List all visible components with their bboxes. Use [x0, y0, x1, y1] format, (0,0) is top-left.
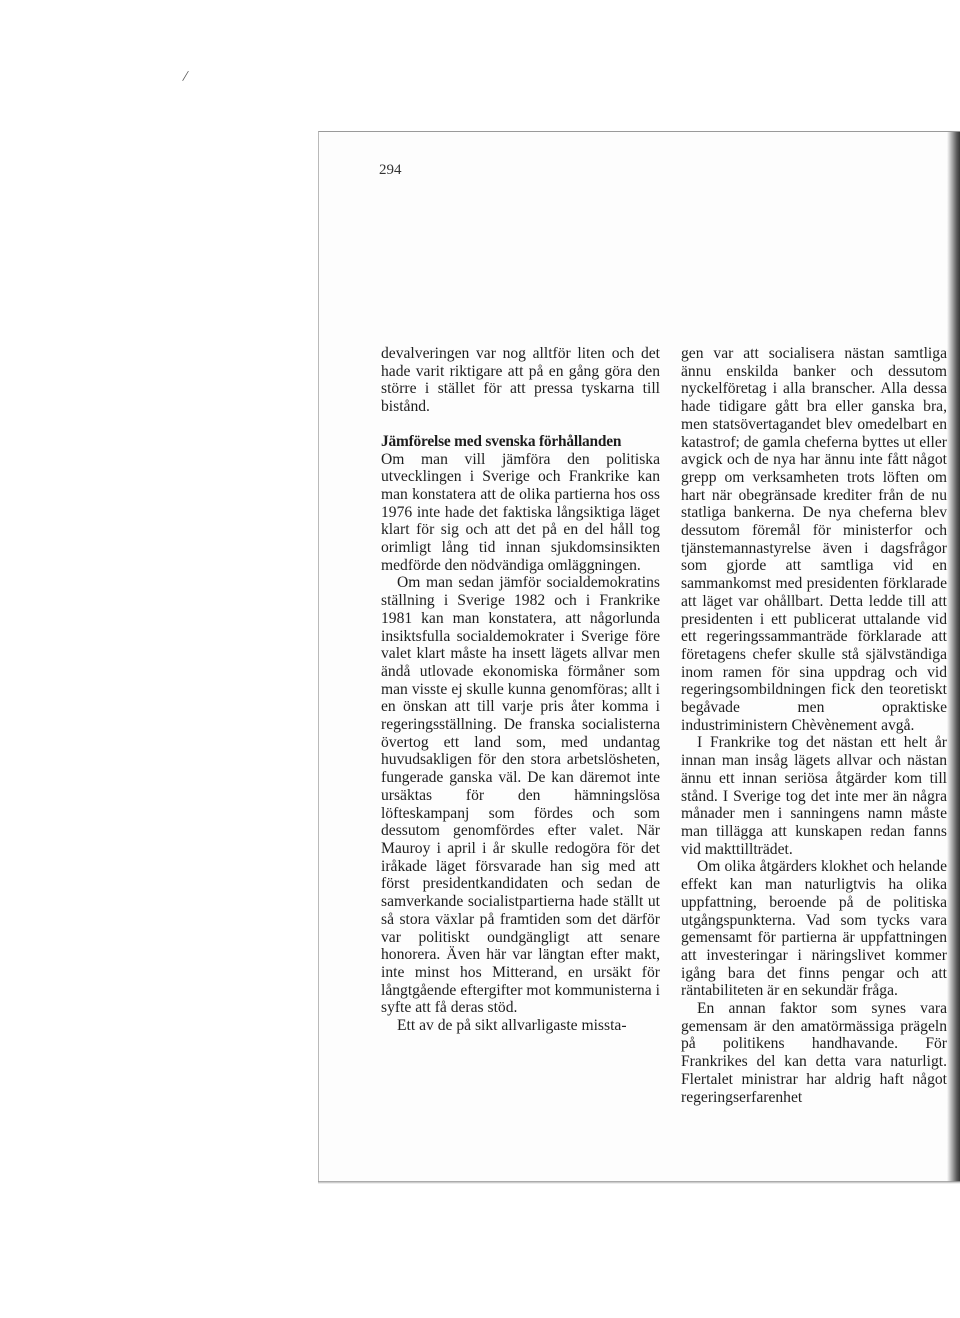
paragraph: gen var att socialisera nästan samtliga ännu enskilda banker och dessutom nyckelföretag i alla branscher. Alla dessa hade tidigare gått bra eller ganska bra, men statsövertagandet blev omedelbart en katastrof; de gamla cheferna byttes ut eller avgick och de nya har ännu inte fått något grepp om verksamheten trots löften om hart när obegränsade krediter från de nu statliga bankerna. De nya cheferna blev dessutom föremål för ministerfor och tjänstemannastyrelse även i dagsfrågor som gjorde att samtliga vid en sammankomst med presidenten förklarade att läget var ohållbart. Detta ledde till att presidenten i ett publicerat uttalande vid ett regeringssammanträde förklarade att företagens chefer skulle stå självständiga inom ramen för sina uppdrag och vid regeringsombildningen fick den teoretiskt begåvade men opraktiske industriministern Chèvènement avgå.	[681, 345, 947, 734]
left-text-column	[381, 345, 660, 1035]
paragraph: Om man sedan jämför socialdemokratins ställning i Sverige 1982 och i Frankrike 1981 kan man konstatera, att någorlunda insiktsfulla socialdemokrater i Sverige före valet klart måste ha insett lägets allvar men ändå utlovade ekonomiska förmåner som man visste ej skulle kunna genomföras; allt i en önskan att till varje pris åter komma i regeringsställning. De franska socialisterna övertog ett land som, med undantag huvudsakligen för den stora arbetslösheten, fungerade ganska väl. De kan däremot inte ursäktas för den hämningslösa löfteskampanj som fördes och som dessutom genomfördes efter valet. När Mauroy i april i år skulle redogöra för det iråkade läget försvarade han sig med att först presidentkandidaten och sedan de samverkande socialistpartierna hade ställt ut så stora växlar på framtiden som det därför var politiskt oundgängligt att senare honorera. Även här var längtan efter makt, inte minst hos Mitterand, en ursäkt för långtgående eftergifter mot kommunisterna i syfte att få deras stöd.	[381, 574, 660, 1017]
right-text-column	[681, 345, 947, 1106]
stray-pen-mark: /	[181, 67, 190, 86]
book-spine-shadow	[947, 132, 960, 1182]
scanned-page	[318, 131, 960, 1182]
paragraph: Om olika åtgärders klokhet och helande effekt kan man naturligtvis ha olika uppfattning, beroende på de politiska utgångspunkterna. Vad som tycks vara gemensamt för partierna är uppfattningen att investeringar i näringslivet kommer igång bara det finns pengar och att räntabiliteten är en sekundär fråga.	[681, 858, 947, 1000]
paragraph: devalveringen var nog alltför liten och det hade varit riktigare att på en gång göra den större i stället för att pressa tyskarna till bistånd.	[381, 345, 660, 416]
paragraph: Om man vill jämföra den politiska utvecklingen i Sverige och Frankrike kan man konstatera att de olika partierna hos oss 1976 inte hade det faktiska långsiktiga läget klart för sig och att det på en del håll tog orimligt lång tid innan sjukdomsinsikten medförde den nödvändiga omläggningen.	[381, 450, 660, 574]
paragraph: I Frankrike tog det nästan ett helt år innan man insåg lägets allvar och nästan ännu ett innan seriösa åtgärder kom till stånd. I Sverige tog det inte mer än några månader men i sanningens namn måste man tillägga att kunskapen redan fanns vid makttillträdet.	[681, 734, 947, 858]
paragraph: En annan faktor som synes vara gemensam är den amatörmässiga prägeln på politikens handhavande. För Frankrikes del kan detta vara naturligt. Flertalet ministrar har aldrig haft något regeringserfarenhet	[681, 1000, 947, 1106]
page-edge-shadow	[318, 1181, 960, 1184]
paragraph: Ett av de på sikt allvarligaste missta-	[397, 1017, 627, 1035]
page-number: 294	[379, 162, 402, 178]
section-heading: Jämförelse med svenska förhållanden	[381, 432, 622, 450]
